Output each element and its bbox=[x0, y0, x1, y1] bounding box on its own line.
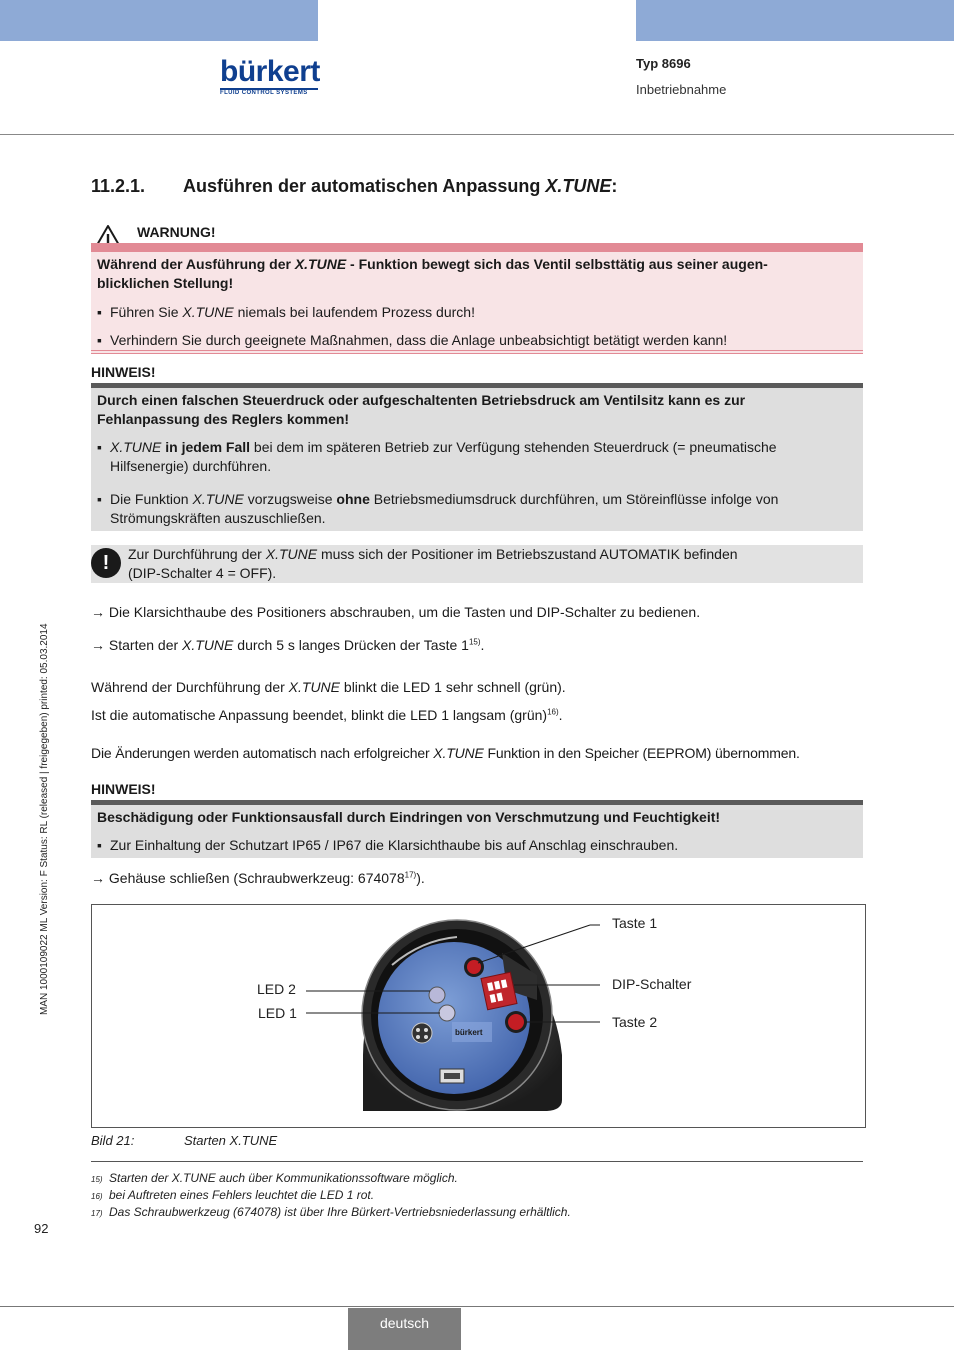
step-open-cover: → Die Klarsichthaube des Positioners abschrauben, um die Tasten und DIP-Schalter zu bedienen. bbox=[91, 604, 701, 620]
arrow-icon: → bbox=[91, 870, 105, 886]
page-number: 92 bbox=[34, 1221, 49, 1236]
notice-label: HINWEIS! bbox=[91, 781, 156, 797]
document-id-sidebar: MAN 1000109022 ML Version: F Status: RL (released | freigegeben) printed: 05.03.2014 bbox=[39, 623, 50, 1015]
logo-subtitle: FLUID CONTROL SYSTEMS bbox=[220, 90, 308, 96]
exclamation-icon: ! bbox=[91, 548, 121, 578]
notice-box: Beschädigung oder Funktionsausfall durch Eindringen von Verschmutzung und Feuchtigkeit! ▪ Zur Einhaltung der Schutzart IP65 / IP67 die Klarsichthaube bis auf Anschlag einschrauben. bbox=[91, 800, 863, 858]
device-brand-text: bürkert bbox=[455, 1028, 483, 1037]
paragraph: Ist die automatische Anpassung beendet, blinkt die LED 1 langsam (grün)$^{16)}$. bbox=[91, 707, 563, 723]
label-taste-1: Taste 1 bbox=[612, 915, 658, 931]
footnote-ref: 16) bbox=[547, 707, 559, 717]
step-close-housing: → Gehäuse schließen (Schraubwerkzeug: 674078$^{17)}$). bbox=[91, 870, 425, 886]
paragraph: Die Änderungen werden automatisch nach erfolgreicher X.TUNE Funktion in den Speicher (EEPROM) übernommen. bbox=[91, 745, 800, 761]
footer-divider bbox=[0, 1306, 954, 1307]
footnote-ref: 17) bbox=[404, 870, 417, 880]
arrow-icon: → bbox=[91, 604, 105, 620]
language-tab: deutsch bbox=[348, 1308, 461, 1350]
warning-label: WARNUNG! bbox=[137, 224, 216, 240]
footnote-divider bbox=[91, 1161, 863, 1162]
document-type: Typ 8696 bbox=[636, 56, 691, 71]
info-box: ! Zur Durchführung der X.TUNE muss sich der Positioner im Betriebszustand AUTOMATIK befinden (DIP-Schalter 4 = OFF). bbox=[91, 545, 863, 583]
positioner-illustration bbox=[92, 905, 865, 1127]
label-led-2: LED 2 bbox=[257, 981, 296, 997]
figure-caption: Bild 21: Starten X.TUNE bbox=[91, 1133, 278, 1148]
warning-box: Während der Ausführung der X.TUNE - Funktion bewegt sich das Ventil selbsttätig aus seiner augen- blicklichen Stellung! ▪ Führen Sie X.TUNE niemals bei laufendem Prozess durch! ▪ Verhindern Sie durch geeignete Maßnahmen, dass die Anlage unbeabsichtigt betätigt werden kann! bbox=[91, 243, 863, 354]
header-divider bbox=[0, 134, 954, 135]
footnote: 15) Starten der X.TUNE auch über Kommunikationssoftware möglich. bbox=[91, 1171, 458, 1185]
label-taste-2: Taste 2 bbox=[612, 1014, 658, 1030]
section-title: 11.2.1. Ausführen der automatischen Anpassung X.TUNE: bbox=[91, 176, 618, 196]
footnote: 17) Das Schraubwerkzeug (674078) ist über Ihre Bürkert-Vertriebsniederlassung erhältlich. bbox=[91, 1205, 571, 1219]
header-bar-right bbox=[636, 0, 954, 41]
document-section: Inbetriebnahme bbox=[636, 82, 727, 97]
paragraph: Während der Durchführung der X.TUNE blinkt die LED 1 sehr schnell (grün). bbox=[91, 679, 566, 695]
step-start-xtune: → Starten der X.TUNE durch 5 s langes Drücken der Taste 1$^{15)}$. bbox=[91, 637, 485, 653]
logo-word: bürkert bbox=[220, 55, 320, 88]
notice-label: HINWEIS! bbox=[91, 364, 156, 380]
burkert-logo bbox=[220, 57, 320, 97]
footnote: 16) bei Auftreten eines Fehlers leuchtet die LED 1 rot. bbox=[91, 1188, 375, 1202]
figure-frame bbox=[91, 904, 866, 1128]
footnote-ref: 15) bbox=[468, 637, 481, 647]
label-dip-switch: DIP-Schalter bbox=[612, 976, 692, 992]
header-bar-left bbox=[0, 0, 318, 41]
label-led-1: LED 1 bbox=[258, 1005, 297, 1021]
notice-box: Durch einen falschen Steuerdruck oder aufgeschaltenten Betriebsdruck am Ventilsitz kann es zur Fehlanpassung des Reglers kommen! ▪ X.TUNE in jedem Fall bei dem im späteren Betrieb zur Verfügung stehenden Steuerdruck (= pneumatische Hilfsenergie) durchführen. ▪ Die Funktion X.TUNE vorzugsweise ohne Betriebsmediumsdruck durchführen, um Störeinflüsse infolge von Strömungskräften auszuschließen. bbox=[91, 383, 863, 531]
warning-lead: Während der Ausführung der X.TUNE - Funktion bewegt sich das Ventil selbsttätig aus seiner augen- bbox=[97, 256, 768, 272]
arrow-icon: → bbox=[91, 637, 105, 653]
